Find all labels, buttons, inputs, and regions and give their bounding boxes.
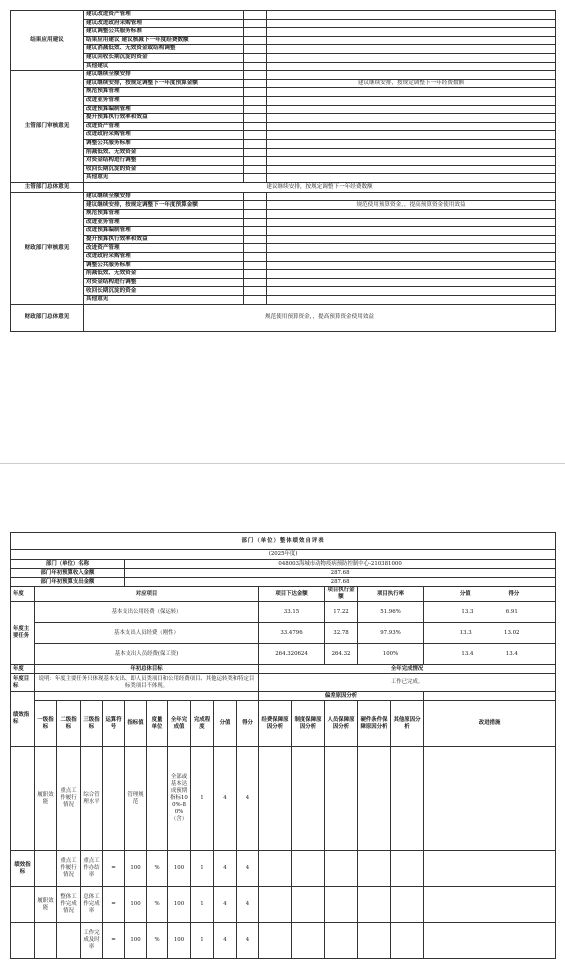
- opinion-item: 削减低效、无效资金: [84, 270, 244, 279]
- opinion-item: 其他意见: [84, 296, 244, 305]
- indicator-actual: 全部或基本达成预期指标100%-80%（含）: [168, 747, 191, 851]
- indicator-unit: [147, 747, 168, 851]
- opinion-row: [11, 28, 556, 37]
- improvement-cell: [424, 851, 556, 887]
- opinion-note: [267, 278, 556, 287]
- indicator-target: 100: [125, 923, 147, 959]
- indicator-l2: 整体工作完成情况: [57, 887, 81, 923]
- opinion-item: 建议消减低效、无效资金或结构调整: [84, 45, 244, 54]
- opinion-row: [11, 174, 556, 183]
- indicator-op: =: [103, 923, 125, 959]
- opinion-note: [267, 53, 556, 62]
- indicator-op: =: [103, 851, 125, 887]
- opinion-table: [10, 10, 556, 332]
- opinion-item: 改进业务管理: [84, 218, 244, 227]
- opinion-note: [267, 19, 556, 28]
- overall-opinion-text: 规范使用预算资金，，提高预算资金使用效益: [84, 304, 556, 331]
- score-header: 分值 得分: [424, 587, 556, 602]
- indicator-l1: [35, 851, 57, 887]
- opinion-item: 调整公共服务标准: [84, 139, 244, 148]
- indicator-l1: 履职效能: [35, 887, 57, 923]
- opinion-row: [11, 79, 556, 88]
- opinion-item: 建议回收长期沉淀的资金: [84, 53, 244, 62]
- opinion-row: [11, 131, 556, 140]
- indicator-value: 4: [214, 923, 237, 959]
- opinion-note: [267, 235, 556, 244]
- indicator-column-header: 完成程度: [191, 701, 214, 747]
- opinion-item: 改进政府采购管理: [84, 253, 244, 262]
- opinion-row: [11, 296, 556, 305]
- opinion-check-cell: [244, 148, 267, 157]
- deviation-cell: [391, 887, 424, 923]
- goal-header: 年初总体目标: [35, 665, 259, 674]
- indicator-score: 4: [237, 887, 259, 923]
- opinion-check-cell: [244, 79, 267, 88]
- opinion-item: 规范预算管理: [84, 210, 244, 219]
- indicator-column-header: 度量单位: [147, 701, 168, 747]
- opinion-check-cell: [244, 71, 267, 80]
- indicator-l3: 重点工作办结率: [81, 851, 103, 887]
- opinion-check-cell: [244, 45, 267, 54]
- improvement-cell: [424, 887, 556, 923]
- indicator-row: [11, 923, 556, 959]
- opinion-note: [267, 28, 556, 37]
- opinion-note: [267, 122, 556, 131]
- deviation-cell: [292, 923, 325, 959]
- opinion-check-cell: [244, 210, 267, 219]
- indicator-unit: %: [147, 851, 168, 887]
- indicator-degree: 1: [191, 887, 214, 923]
- indicator-column-header: 三级指标: [81, 701, 103, 747]
- indicator-value: 4: [214, 747, 237, 851]
- indicator-row: [11, 887, 556, 923]
- opinion-row: [11, 45, 556, 54]
- opinion-note: [267, 71, 556, 80]
- opinion-check-cell: [244, 96, 267, 105]
- done-text: 工作已完成。: [259, 674, 556, 692]
- opinion-item: 建议改进资产管理: [84, 11, 244, 20]
- deviation-cell: [292, 747, 325, 851]
- opinion-note: [267, 105, 556, 114]
- deviation-cell: [358, 923, 391, 959]
- indicator-column-header: 分值: [214, 701, 237, 747]
- indicator-l1: 履职效能: [35, 747, 57, 851]
- perf-label-top: 绩效指标: [11, 692, 35, 747]
- indicator-column-header: 制度保障原因分析: [292, 701, 325, 747]
- opinion-row: [11, 62, 556, 71]
- opinion-item: 建议继续全额安排: [84, 192, 244, 201]
- opinion-item: 改进政府采购管理: [84, 131, 244, 140]
- item-header: 对应项目: [35, 587, 259, 602]
- indicator-op: =: [103, 887, 125, 923]
- opinion-note: [267, 227, 556, 236]
- opinion-check-cell: [244, 165, 267, 174]
- opinion-row: [11, 53, 556, 62]
- opinion-row: [11, 218, 556, 227]
- section-label: 财政部门审核意见: [11, 192, 84, 304]
- opinion-note: 建议继续安排，按规定调整下一年经费数额: [267, 79, 556, 88]
- opinion-check-cell: [244, 261, 267, 270]
- self-evaluation-page: [10, 532, 555, 959]
- indicator-l3: 工作完成及时率: [81, 923, 103, 959]
- opinion-check-cell: [244, 227, 267, 236]
- opinion-note: [267, 174, 556, 183]
- deviation-cell: [391, 923, 424, 959]
- rate-header: 项目执行率: [358, 587, 424, 602]
- unit-name-value: 048003海城市动物疫病预防控制中心-210381000: [125, 560, 556, 569]
- opinion-row: [11, 88, 556, 97]
- opinion-item: 建议改进政府采购管理: [84, 19, 244, 28]
- opinion-row: [11, 105, 556, 114]
- opinion-note: [267, 114, 556, 123]
- deviation-cell: [325, 851, 358, 887]
- done-header: 全年完成情况: [259, 665, 556, 674]
- opinion-check-cell: [244, 287, 267, 296]
- opinion-item: 改进资产管理: [84, 244, 244, 253]
- opinion-note: [267, 287, 556, 296]
- opinion-check-cell: [244, 174, 267, 183]
- opinion-note: [267, 253, 556, 262]
- indicator-degree: 1: [191, 923, 214, 959]
- issued-header: 项目下达金额: [259, 587, 325, 602]
- task-row: 年度主要任务 基本支出公用经费（保运转） 33.15 17.22 51.96% 13.3 6.91: [11, 602, 556, 623]
- indicator-l2: 重点工作履行情况: [57, 747, 81, 851]
- opinion-check-cell: [244, 270, 267, 279]
- exec-header: 项目执行金额: [325, 587, 358, 602]
- opinion-check-cell: [244, 139, 267, 148]
- opinion-item: 建议继续全额安排: [84, 71, 244, 80]
- deviation-cell: [259, 887, 292, 923]
- deviation-cell: [358, 851, 391, 887]
- opinion-item: 建议调整公共服务标准: [84, 28, 244, 37]
- opinion-row: [11, 235, 556, 244]
- deviation-cell: [259, 851, 292, 887]
- indicator-column-header: 指标值: [125, 701, 147, 747]
- opinion-check-cell: [244, 201, 267, 210]
- opinion-check-cell: [244, 88, 267, 97]
- opinion-note: [267, 62, 556, 71]
- indicator-column-header: 改进措施: [424, 701, 556, 747]
- opinion-row: [11, 114, 556, 123]
- income-budget-label: 部门年初预算收入金额: [11, 569, 125, 578]
- deviation-cell: [292, 887, 325, 923]
- opinion-item: 对资金结构进行调整: [84, 157, 244, 166]
- opinion-row: [11, 165, 556, 174]
- section-label: 主管部门总体意见: [11, 182, 84, 192]
- opinion-item: 建议继续安排，按规定调整下一年度预算金额: [84, 201, 244, 210]
- opinion-note: [267, 131, 556, 140]
- indicator-l1: [35, 923, 57, 959]
- expense-budget-label: 部门年初预算支出金额: [11, 578, 125, 587]
- opinion-row: [11, 244, 556, 253]
- indicator-column-header: 人员保障原因分析: [325, 701, 358, 747]
- income-budget-value: 287.68: [125, 569, 556, 578]
- opinion-note: [267, 270, 556, 279]
- indicator-row: [11, 747, 556, 851]
- opinion-item: 改进业务管理: [84, 96, 244, 105]
- opinion-note: [267, 165, 556, 174]
- deviation-cell: [292, 851, 325, 887]
- opinion-check-cell: [244, 244, 267, 253]
- opinion-row: [11, 278, 556, 287]
- indicator-score: 4: [237, 923, 259, 959]
- indicator-column-header: 二级指标: [57, 701, 81, 747]
- opinion-row: [11, 192, 556, 201]
- opinion-item: 提升预算执行效率和效益: [84, 235, 244, 244]
- indicator-degree: 1: [191, 851, 214, 887]
- opinion-note: [267, 148, 556, 157]
- perf-label: 绩效指标: [11, 851, 35, 887]
- opinion-check-cell: [244, 105, 267, 114]
- indicator-target: 100: [125, 851, 147, 887]
- improvement-cell: [424, 923, 556, 959]
- indicator-unit: %: [147, 923, 168, 959]
- opinion-row: [11, 157, 556, 166]
- deviation-cell: [259, 747, 292, 851]
- goal-label: 年度目标: [11, 674, 35, 692]
- opinion-row: [11, 287, 556, 296]
- opinion-item: 提升预算执行效率和效益: [84, 114, 244, 123]
- opinion-note: [267, 192, 556, 201]
- year-header: 年度: [11, 587, 35, 602]
- opinion-check-cell: [244, 36, 267, 45]
- deviation-cell: [259, 923, 292, 959]
- indicator-column-header: 一级指标: [35, 701, 57, 747]
- deviation-cell: [358, 887, 391, 923]
- opinion-check-cell: [244, 11, 267, 20]
- opinion-item: 对资金结构进行调整: [84, 278, 244, 287]
- indicator-l3: 综合管理水平: [81, 747, 103, 851]
- opinion-item: 规范预算管理: [84, 88, 244, 97]
- self-evaluation-table: 部门（单位）整体绩效自评表 (2025年度) 部门（单位）名称 048003海城市动物疫病预防控制中心-210381000 部门年初预算收入金额 287.68 部门年初预算支出金额 287.68 年度 对应项目 项目下达金额 项目执行金额 项目执行率 分值 得分 年度主要任务 基本支出公用经费（保运转） 33.15 17.22 51.96% 13.3 6.91 基本支出人员经费（刚性） 33.4796 32.78 97.93% 13.3 13.02 基本支出人员经费(保工资) 264.320624 264.32 100% 13.4 13.4 年度 年初总体目标 全年完成情况 年度目标 说明：年度主要任务只体现基本支出、即人员类项目和公用经费项目、其他运转类和特定目标类项目不体现。 工作已完成。 绩效指标 偏差原因分析 一级指标 二级指标 三级指标 运算符号 指标值 度量单位 全年完成值 完成程度 分值 得分 经费保障原因分析 制度保障原因分析 人员保障原因分析 硬件条件保障原因分析 其他原因分析 改进措施 履职效能 重点工作履行情况 综合管理水平 管理规范 全部或基本达成预期指标100%-80%（含） 1 4 4 绩效指标 重点工作履行情况 重点工作办结率 = 100 % 100 1 4 4 履职效能 整体工作完成情况 总体工作完成率 = 100 % 100 1 4 4 工作完成及时率 = 100 % 100 1 4 4: [10, 532, 556, 959]
- opinion-check-cell: [244, 62, 267, 71]
- opinion-item: 其他意见: [84, 174, 244, 183]
- indicator-target: 管理规范: [125, 747, 147, 851]
- opinion-row: [11, 253, 556, 262]
- opinion-note: [267, 296, 556, 305]
- indicator-actual: 100: [168, 851, 191, 887]
- indicator-actual: 100: [168, 887, 191, 923]
- opinion-note: [267, 139, 556, 148]
- indicator-column-header: 运算符号: [103, 701, 125, 747]
- opinion-row: [11, 71, 556, 80]
- opinion-item: 调整公共服务标准: [84, 261, 244, 270]
- opinion-note: [267, 218, 556, 227]
- indicator-column-header: 经费保障原因分析: [259, 701, 292, 747]
- opinion-check-cell: [244, 218, 267, 227]
- opinion-check-cell: [244, 253, 267, 262]
- opinion-row: [11, 261, 556, 270]
- opinion-note: [267, 244, 556, 253]
- indicator-column-header: 得分: [237, 701, 259, 747]
- section-label: 结果应用建议: [11, 11, 84, 71]
- opinion-item: 其他建议: [84, 62, 244, 71]
- opinion-item: 改进资产管理: [84, 122, 244, 131]
- opinion-note: [267, 45, 556, 54]
- indicator-column-header: 其他原因分析: [391, 701, 424, 747]
- deviation-header: 偏差原因分析: [259, 692, 424, 701]
- opinion-check-cell: [244, 19, 267, 28]
- overall-opinion-text: 建议继续安排，按规定调整下一年经费数额: [84, 182, 556, 192]
- indicator-degree: 1: [191, 747, 214, 851]
- opinion-row: [11, 201, 556, 210]
- opinion-item: 改进预算编制管理: [84, 227, 244, 236]
- goal-text: 说明：年度主要任务只体现基本支出、即人员类项目和公用经费项目、其他运转类和特定目标类项目不体现。: [35, 674, 259, 692]
- expense-budget-value: 287.68: [125, 578, 556, 587]
- indicator-unit: %: [147, 887, 168, 923]
- deviation-cell: [325, 887, 358, 923]
- task-row: 基本支出人员经费（刚性） 33.4796 32.78 97.93% 13.3 13.02: [11, 623, 556, 644]
- opinion-item: 收回长期沉淀的资金: [84, 287, 244, 296]
- opinion-item: 收回长期沉淀的资金: [84, 165, 244, 174]
- opinion-page: [10, 10, 555, 332]
- task-row: 基本支出人员经费(保工资) 264.320624 264.32 100% 13.4 13.4: [11, 644, 556, 665]
- opinion-item: 改进预算编制管理: [84, 105, 244, 114]
- indicator-score: 4: [237, 851, 259, 887]
- opinion-row: [11, 227, 556, 236]
- opinion-row: [11, 139, 556, 148]
- indicator-l2: 重点工作履行情况: [57, 851, 81, 887]
- indicator-row: [11, 851, 556, 887]
- opinion-row: [11, 122, 556, 131]
- indicator-value: 4: [214, 851, 237, 887]
- indicator-column-header: 硬件条件保障原因分析: [358, 701, 391, 747]
- overall-opinion-row: [11, 182, 556, 192]
- opinion-note: [267, 88, 556, 97]
- opinion-check-cell: [244, 114, 267, 123]
- indicator-score: 4: [237, 747, 259, 851]
- indicator-l2: [57, 923, 81, 959]
- opinion-row: [11, 96, 556, 105]
- improvement-cell: [424, 747, 556, 851]
- indicator-actual: 100: [168, 923, 191, 959]
- opinion-row: [11, 19, 556, 28]
- indicator-column-header: 全年完成值: [168, 701, 191, 747]
- opinion-row: [11, 11, 556, 20]
- opinion-row: [11, 270, 556, 279]
- opinion-item: 削减低效、无效资金: [84, 148, 244, 157]
- opinion-row: [11, 148, 556, 157]
- deviation-cell: [358, 747, 391, 851]
- opinion-note: [267, 96, 556, 105]
- indicator-op: [103, 747, 125, 851]
- opinion-check-cell: [244, 28, 267, 37]
- opinion-check-cell: [244, 192, 267, 201]
- section-label: 财政部门总体意见: [11, 304, 84, 331]
- opinion-note: [267, 157, 556, 166]
- opinion-item: 结果应用建议 建议核减下一年度经费数额: [84, 36, 244, 45]
- opinion-row: [11, 36, 556, 45]
- page-title: 部门（单位）整体绩效自评表: [11, 533, 556, 550]
- unit-name-label: 部门（单位）名称: [11, 560, 125, 569]
- task-label: 年度主要任务: [11, 602, 35, 665]
- opinion-check-cell: [244, 278, 267, 287]
- deviation-cell: [325, 923, 358, 959]
- deviation-cell: [391, 851, 424, 887]
- overall-opinion-row: [11, 304, 556, 331]
- section-label: 主管部门审核意见: [11, 71, 84, 183]
- indicator-l3: 总体工作完成率: [81, 887, 103, 923]
- opinion-check-cell: [244, 157, 267, 166]
- opinion-check-cell: [244, 131, 267, 140]
- opinion-item: 建议继续安排，按规定调整下一年度预算金额: [84, 79, 244, 88]
- deviation-cell: [391, 747, 424, 851]
- indicator-target: 100: [125, 887, 147, 923]
- opinion-row: [11, 210, 556, 219]
- opinion-note: [267, 11, 556, 20]
- deviation-cell: [325, 747, 358, 851]
- indicator-value: 4: [214, 887, 237, 923]
- opinion-check-cell: [244, 235, 267, 244]
- report-year: (2025年度): [11, 550, 556, 560]
- opinion-check-cell: [244, 296, 267, 305]
- opinion-check-cell: [244, 122, 267, 131]
- page-separator: [0, 463, 565, 464]
- indicator-column-header-row: [11, 701, 556, 747]
- opinion-check-cell: [244, 53, 267, 62]
- opinion-note: [267, 210, 556, 219]
- opinion-note: [267, 36, 556, 45]
- opinion-note: 规范使用预算资金，，提高预算资金使用效益: [267, 201, 556, 210]
- opinion-note: [267, 261, 556, 270]
